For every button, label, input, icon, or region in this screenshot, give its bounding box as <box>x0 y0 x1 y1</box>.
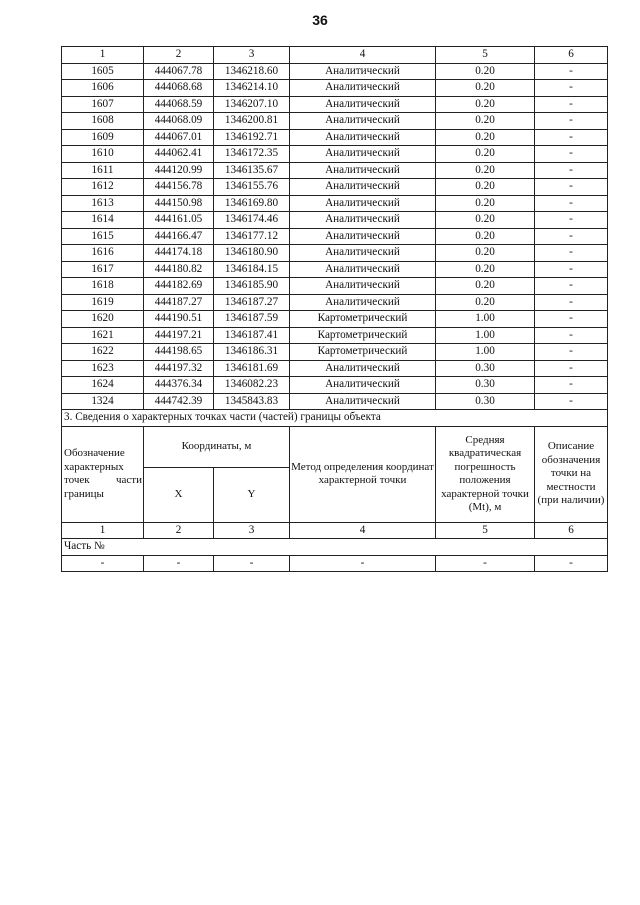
point-number-cell: 1623 <box>62 360 144 377</box>
part-cell: - <box>436 555 535 572</box>
y-coordinate-cell: 1346180.90 <box>214 245 290 262</box>
error-cell: 0.30 <box>436 393 535 410</box>
y-coordinate-cell: 1346186.31 <box>214 344 290 361</box>
method-cell: Аналитический <box>290 228 436 245</box>
method-cell: Аналитический <box>290 245 436 262</box>
y-coordinate-cell: 1346177.12 <box>214 228 290 245</box>
method-cell: Аналитический <box>290 294 436 311</box>
x-coordinate-cell: 444742.39 <box>144 393 214 410</box>
error-cell: 1.00 <box>436 327 535 344</box>
point-number-cell: 1618 <box>62 278 144 295</box>
error-cell: 0.20 <box>436 80 535 97</box>
method-cell: Аналитический <box>290 63 436 80</box>
description-cell: - <box>535 146 608 163</box>
x-coordinate-cell: 444198.65 <box>144 344 214 361</box>
description-cell: - <box>535 311 608 328</box>
part-cell: - <box>214 555 290 572</box>
table-row <box>62 344 608 361</box>
column-number-cell: 2 <box>144 47 214 64</box>
y-coordinate-cell: 1346187.27 <box>214 294 290 311</box>
point-number-cell: 1619 <box>62 294 144 311</box>
error-cell: 1.00 <box>436 311 535 328</box>
column-number-cell: 1 <box>62 522 144 539</box>
error-cell: 0.20 <box>436 63 535 80</box>
description-cell: - <box>535 195 608 212</box>
x-coordinate-cell: 444182.69 <box>144 278 214 295</box>
error-cell: 0.20 <box>436 179 535 196</box>
section3-header-row <box>62 426 608 467</box>
description-cell: - <box>535 393 608 410</box>
point-number-cell: 1607 <box>62 96 144 113</box>
description-cell: - <box>535 377 608 394</box>
table-row <box>62 311 608 328</box>
x-coordinate-cell: 444068.59 <box>144 96 214 113</box>
y-coordinate-cell: 1346214.10 <box>214 80 290 97</box>
table-body <box>62 47 608 410</box>
table-row <box>62 80 608 97</box>
x-coordinate-cell: 444166.47 <box>144 228 214 245</box>
y-header: Y <box>214 467 290 522</box>
point-number-cell: 1615 <box>62 228 144 245</box>
part-cell: - <box>290 555 436 572</box>
point-number-cell: 1617 <box>62 261 144 278</box>
description-cell: - <box>535 344 608 361</box>
description-cell: - <box>535 63 608 80</box>
column-number-cell: 6 <box>535 47 608 64</box>
table-row <box>62 195 608 212</box>
description-cell: - <box>535 294 608 311</box>
y-coordinate-cell: 1346135.67 <box>214 162 290 179</box>
x-coordinate-cell: 444067.78 <box>144 63 214 80</box>
table-row <box>62 278 608 295</box>
x-coordinate-cell: 444156.78 <box>144 179 214 196</box>
error-cell: 0.20 <box>436 245 535 262</box>
description-cell: - <box>535 80 608 97</box>
error-cell: 0.20 <box>436 129 535 146</box>
table-row <box>62 179 608 196</box>
method-cell: Аналитический <box>290 179 436 196</box>
method-cell: Аналитический <box>290 278 436 295</box>
section3-body <box>62 410 608 572</box>
point-number-cell: 1620 <box>62 311 144 328</box>
point-number-cell: 1613 <box>62 195 144 212</box>
column-number-cell: 6 <box>535 522 608 539</box>
y-coordinate-cell: 1346174.46 <box>214 212 290 229</box>
method-cell: Аналитический <box>290 360 436 377</box>
table-row <box>62 212 608 229</box>
x-coordinate-cell: 444067.01 <box>144 129 214 146</box>
table-row <box>62 327 608 344</box>
method-cell: Аналитический <box>290 261 436 278</box>
x-coordinate-cell: 444197.21 <box>144 327 214 344</box>
table-row <box>62 96 608 113</box>
description-cell: - <box>535 113 608 130</box>
method-cell: Аналитический <box>290 212 436 229</box>
error-cell: 0.20 <box>436 261 535 278</box>
y-coordinate-cell: 1346185.90 <box>214 278 290 295</box>
description-cell: - <box>535 179 608 196</box>
point-number-cell: 1609 <box>62 129 144 146</box>
method-cell: Аналитический <box>290 96 436 113</box>
part-data-row <box>62 555 608 572</box>
designation-header: Обозначение характерных точек части границы <box>62 426 144 522</box>
column-number-cell: 3 <box>214 47 290 64</box>
description-cell: - <box>535 245 608 262</box>
page-number: 36 <box>312 12 328 28</box>
column-number-cell: 5 <box>436 47 535 64</box>
column-number-row-2 <box>62 522 608 539</box>
column-number-cell: 1 <box>62 47 144 64</box>
point-number-cell: 1610 <box>62 146 144 163</box>
point-number-cell: 1605 <box>62 63 144 80</box>
part-cell: - <box>535 555 608 572</box>
y-coordinate-cell: 1345843.83 <box>214 393 290 410</box>
y-coordinate-cell: 1346187.41 <box>214 327 290 344</box>
point-number-cell: 1324 <box>62 393 144 410</box>
x-coordinate-cell: 444376.34 <box>144 377 214 394</box>
y-coordinate-cell: 1346172.35 <box>214 146 290 163</box>
error-cell: 0.20 <box>436 278 535 295</box>
column-number-cell: 4 <box>290 47 436 64</box>
method-cell: Аналитический <box>290 195 436 212</box>
table-row <box>62 245 608 262</box>
y-coordinate-cell: 1346181.69 <box>214 360 290 377</box>
coordinates-header: Координаты, м <box>144 426 290 467</box>
table-row <box>62 261 608 278</box>
x-coordinate-cell: 444190.51 <box>144 311 214 328</box>
method-header: Метод определения координат характерной точки <box>290 426 436 522</box>
part-label-row <box>62 539 608 556</box>
description-cell: - <box>535 327 608 344</box>
column-number-row <box>62 47 608 64</box>
error-cell: 1.00 <box>436 344 535 361</box>
column-number-cell: 4 <box>290 522 436 539</box>
column-number-cell: 3 <box>214 522 290 539</box>
column-number-cell: 5 <box>436 522 535 539</box>
table-row <box>62 228 608 245</box>
x-coordinate-cell: 444187.27 <box>144 294 214 311</box>
error-cell: 0.20 <box>436 162 535 179</box>
x-header: X <box>144 467 214 522</box>
section3-title: 3. Сведения о характерных точках части (частей) границы объекта <box>62 410 608 427</box>
method-cell: Аналитический <box>290 393 436 410</box>
y-coordinate-cell: 1346184.15 <box>214 261 290 278</box>
y-coordinate-cell: 1346082.23 <box>214 377 290 394</box>
part-cell: - <box>62 555 144 572</box>
point-number-cell: 1616 <box>62 245 144 262</box>
x-coordinate-cell: 444062.41 <box>144 146 214 163</box>
table-row <box>62 377 608 394</box>
point-number-cell: 1614 <box>62 212 144 229</box>
point-number-cell: 1606 <box>62 80 144 97</box>
table-row <box>62 146 608 163</box>
method-cell: Аналитический <box>290 377 436 394</box>
x-coordinate-cell: 444197.32 <box>144 360 214 377</box>
method-cell: Аналитический <box>290 146 436 163</box>
error-cell: 0.20 <box>436 113 535 130</box>
point-number-cell: 1621 <box>62 327 144 344</box>
description-cell: - <box>535 96 608 113</box>
method-cell: Аналитический <box>290 162 436 179</box>
error-header: Средняя квадратическая погрешность положения характерной точки (Mt), м <box>436 426 535 522</box>
y-coordinate-cell: 1346155.76 <box>214 179 290 196</box>
point-number-cell: 1624 <box>62 377 144 394</box>
table-row <box>62 162 608 179</box>
x-coordinate-cell: 444068.09 <box>144 113 214 130</box>
method-cell: Картометрический <box>290 311 436 328</box>
description-header: Описание обозначения точки на местности (при наличии) <box>535 426 608 522</box>
y-coordinate-cell: 1346169.80 <box>214 195 290 212</box>
x-coordinate-cell: 444180.82 <box>144 261 214 278</box>
error-cell: 0.20 <box>436 212 535 229</box>
table-row <box>62 360 608 377</box>
point-number-cell: 1608 <box>62 113 144 130</box>
error-cell: 0.30 <box>436 360 535 377</box>
part-label: Часть № <box>62 539 608 556</box>
x-coordinate-cell: 444174.18 <box>144 245 214 262</box>
point-number-cell: 1622 <box>62 344 144 361</box>
method-cell: Картометрический <box>290 327 436 344</box>
description-cell: - <box>535 261 608 278</box>
table-row <box>62 113 608 130</box>
table-row <box>62 294 608 311</box>
x-coordinate-cell: 444161.05 <box>144 212 214 229</box>
table-row <box>62 129 608 146</box>
method-cell: Аналитический <box>290 129 436 146</box>
method-cell: Аналитический <box>290 80 436 97</box>
error-cell: 0.20 <box>436 96 535 113</box>
point-number-cell: 1612 <box>62 179 144 196</box>
table-row <box>62 393 608 410</box>
table-row <box>62 63 608 80</box>
x-coordinate-cell: 444120.99 <box>144 162 214 179</box>
error-cell: 0.20 <box>436 294 535 311</box>
error-cell: 0.20 <box>436 228 535 245</box>
x-coordinate-cell: 444150.98 <box>144 195 214 212</box>
description-cell: - <box>535 228 608 245</box>
y-coordinate-cell: 1346192.71 <box>214 129 290 146</box>
y-coordinate-cell: 1346200.81 <box>214 113 290 130</box>
error-cell: 0.30 <box>436 377 535 394</box>
description-cell: - <box>535 212 608 229</box>
method-cell: Аналитический <box>290 113 436 130</box>
y-coordinate-cell: 1346187.59 <box>214 311 290 328</box>
description-cell: - <box>535 162 608 179</box>
coordinates-table <box>61 46 608 572</box>
description-cell: - <box>535 129 608 146</box>
method-cell: Картометрический <box>290 344 436 361</box>
error-cell: 0.20 <box>436 146 535 163</box>
section3-title-row <box>62 410 608 427</box>
y-coordinate-cell: 1346218.60 <box>214 63 290 80</box>
description-cell: - <box>535 360 608 377</box>
error-cell: 0.20 <box>436 195 535 212</box>
part-cell: - <box>144 555 214 572</box>
description-cell: - <box>535 278 608 295</box>
y-coordinate-cell: 1346207.10 <box>214 96 290 113</box>
column-number-cell: 2 <box>144 522 214 539</box>
x-coordinate-cell: 444068.68 <box>144 80 214 97</box>
point-number-cell: 1611 <box>62 162 144 179</box>
